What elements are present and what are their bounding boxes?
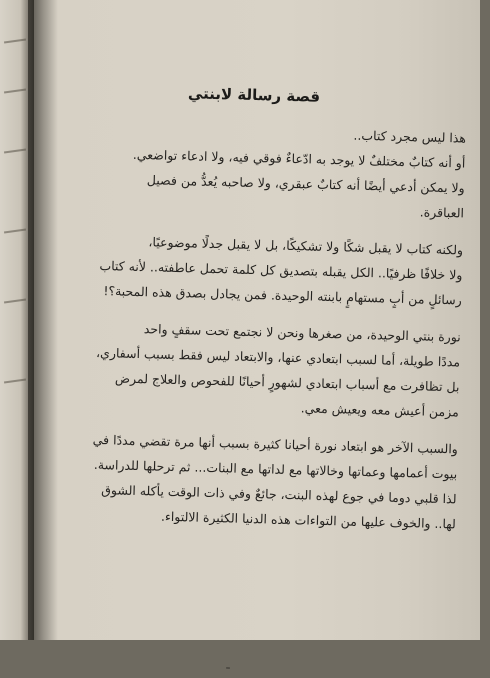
handwriting-mark <box>4 38 26 43</box>
text-line: لها.. والخوف عليها من التواءات هذه الدنيا الكثيرة الالتواء. <box>160 508 457 532</box>
text-line: ولا يمكن أدعي أيضًا أنه كتابٌ عبقري، ولا صاحبه يُعدُّ من فصيل <box>146 172 465 196</box>
chapter-title: قصة رسالة لابنتي <box>187 84 321 106</box>
text-line: لذا قلبي دوما في جوع لهذه البنت، جائعٌ وفي ذات الوقت يأكله الشوق <box>101 482 457 507</box>
text-line: مزمن أعيش معه ويعيش معي. <box>300 400 460 420</box>
text-line: والسبب الآخر هو ابتعاد نورة أحيانا كثيرة بسبب أنها مرة تقضي مددًا في <box>92 431 459 457</box>
text-line: العباقرة. <box>419 204 465 221</box>
text-line: نورة بنتي الوحيدة، من صغرها ونحن لا نجتمع تحت سقفٍ واحد <box>143 321 461 345</box>
book-page <box>4 52 490 672</box>
text-line: ولكنه كتاب لا يقبل شكًا ولا تشكيكًا، بل لا يقبل جدلًا موضوعيًا، <box>148 234 464 258</box>
text-line: هذا ليس مجرد كتاب.. <box>353 127 467 146</box>
text-line: مددًا طويلة، أما لسبب ابتعادي عنها، والابتعاد ليس فقط بسبب أسفاري، <box>95 344 461 370</box>
text-line: أو أنه كتابٌ مختلفٌ لا يوجد به ادّعاءٌ فوقي فيه، ولا ادعاء تواضعي. <box>132 146 466 171</box>
body-text <box>8 114 467 537</box>
text-line: بل تظافرت مع أسباب ابتعادي لشهورٍ أحيانًا للفحوص والعلاج لمرض <box>114 370 460 395</box>
text-line: ولا خلافًا ظرفيًا.. الكل يقبله بتصديق كل كلمة تحمل عاطفته.. لأنه كتاب <box>99 258 463 283</box>
text-line: رسائلٍ من أبٍ مستهامٍ بابنته الوحيدة. فمن يجادل بصدق هذه المحبة؟! <box>103 283 462 308</box>
page-number: ـ <box>226 657 231 672</box>
text-line: بيوت أعمامها وعماتها وخالاتها مع لداتها مع البنات... ثم ترحلها للدراسة. <box>93 456 458 482</box>
